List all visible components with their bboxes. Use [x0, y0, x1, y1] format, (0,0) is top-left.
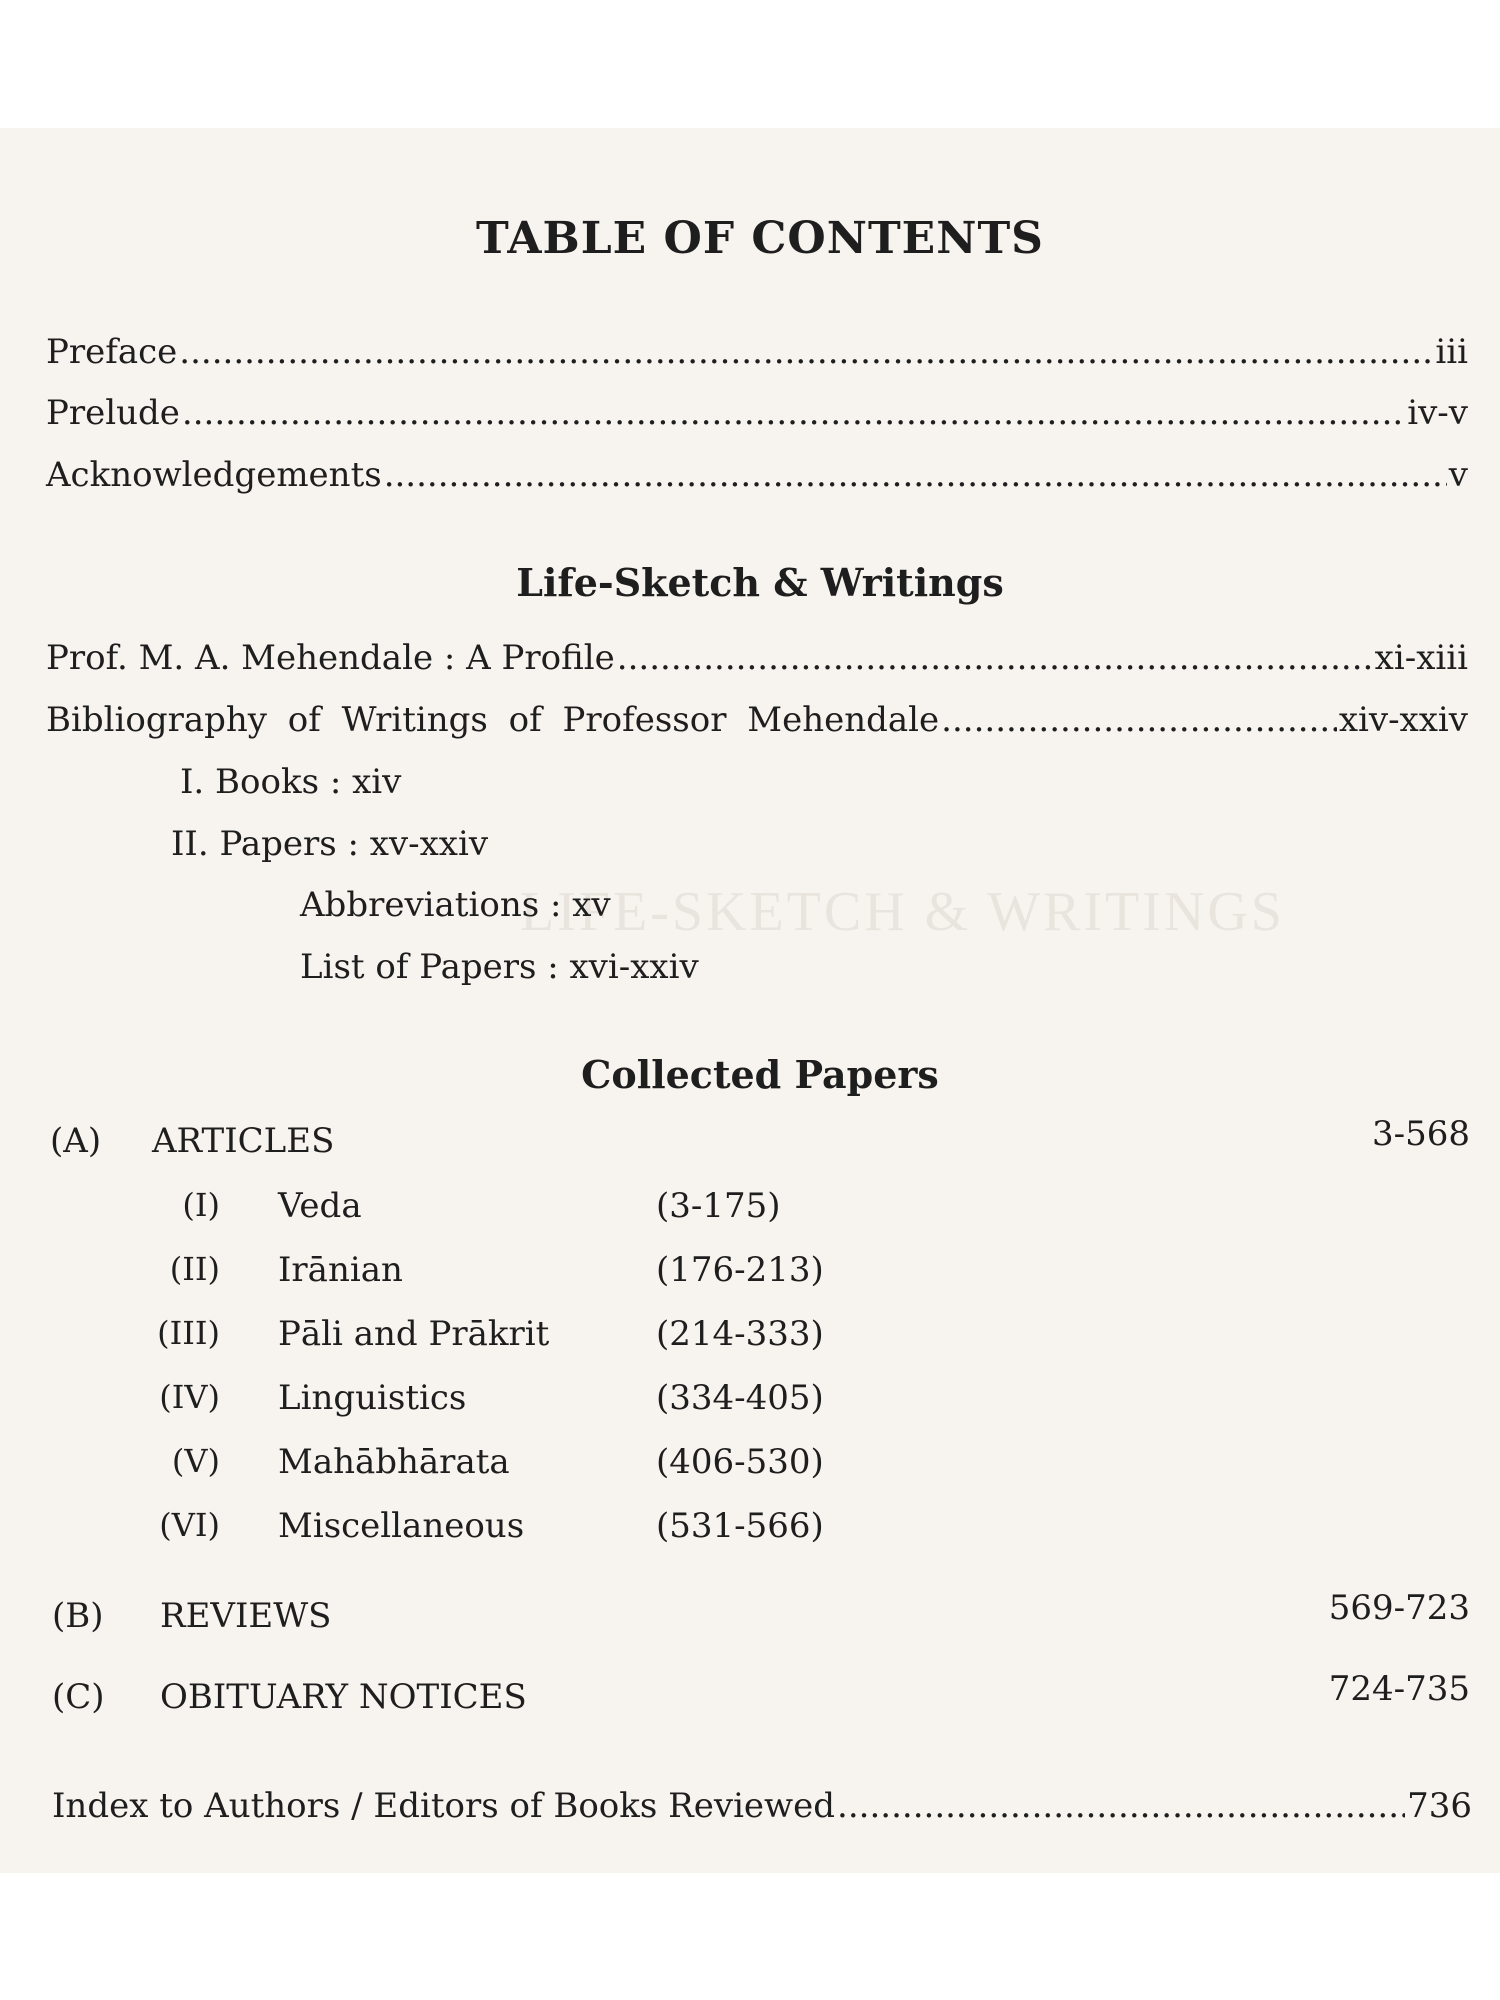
- toc-entry-bibliography: [46, 700, 1468, 740]
- section-title: Linguistics: [278, 1378, 467, 1418]
- reviews-label: REVIEWS: [160, 1596, 332, 1636]
- entry-pages: v: [1448, 455, 1468, 495]
- section-range: (176-213): [656, 1250, 824, 1290]
- toc-entry-preface: [46, 332, 1468, 372]
- article-section-row: [0, 1314, 1500, 1358]
- articles-marker: (A): [50, 1121, 102, 1161]
- dot-leader: [617, 638, 1373, 678]
- article-section-row: [0, 1186, 1500, 1230]
- section-title: Mahābhārata: [278, 1442, 510, 1482]
- section-title: Irānian: [278, 1250, 403, 1290]
- list-of-papers-entry: List of Papers : xvi-xxiv: [300, 947, 699, 987]
- toc-entry-index: [52, 1786, 1472, 1826]
- dot-leader: [384, 455, 1447, 495]
- articles-pages: 3-568: [1371, 1114, 1470, 1154]
- section-title: Miscellaneous: [278, 1506, 525, 1546]
- show-through-text: LIFE-SKETCH & WRITINGS: [520, 881, 1285, 943]
- entry-pages: 736: [1407, 1786, 1472, 1826]
- section-title: Veda: [278, 1186, 362, 1226]
- entry-pages: iv-v: [1407, 393, 1468, 433]
- obituary-label: OBITUARY NOTICES: [160, 1677, 527, 1717]
- dot-leader: [941, 700, 1337, 740]
- article-section-row: [0, 1250, 1500, 1294]
- section-number: (I): [182, 1186, 220, 1224]
- reviews-marker: (B): [52, 1596, 104, 1636]
- section-range: (3-175): [656, 1186, 781, 1226]
- section-number: (IV): [159, 1378, 220, 1416]
- entry-pages: xiv-xxiv: [1338, 700, 1468, 740]
- article-section-row: [0, 1442, 1500, 1486]
- dot-leader: [179, 332, 1433, 372]
- entry-pages: xi-xiii: [1374, 638, 1468, 678]
- section-range: (406-530): [656, 1442, 824, 1482]
- entry-label: Prelude: [46, 393, 180, 433]
- section-heading-collected-papers: Collected Papers: [581, 1052, 939, 1097]
- articles-label: ARTICLES: [152, 1121, 335, 1161]
- section-range: (214-333): [656, 1314, 824, 1354]
- entry-pages: iii: [1435, 332, 1468, 372]
- toc-entry-prelude: [46, 393, 1468, 433]
- reviews-pages: 569-723: [1328, 1588, 1470, 1628]
- article-section-row: [0, 1506, 1500, 1550]
- dot-leader: [837, 1786, 1405, 1826]
- obituary-pages: 724-735: [1328, 1669, 1470, 1709]
- dot-leader: [182, 393, 1405, 433]
- entry-label: Prof. M. A. Mehendale : A Profile: [46, 638, 615, 678]
- papers-entry: II. Papers : xv-xxiv: [171, 824, 489, 864]
- section-range: (531-566): [656, 1506, 824, 1546]
- books-entry: I. Books : xiv: [180, 762, 402, 802]
- section-title: Pāli and Prākrit: [278, 1314, 550, 1354]
- entry-label: Preface: [46, 332, 178, 372]
- abbreviations-entry: Abbreviations : xv: [300, 885, 611, 925]
- section-number: (V): [171, 1442, 220, 1480]
- obituary-marker: (C): [52, 1677, 105, 1717]
- entry-label: Index to Authors / Editors of Books Reviewed: [52, 1786, 836, 1826]
- entry-label: Bibliography of Writings of Professor Mehendale: [46, 700, 940, 740]
- toc-entry-profile: [46, 638, 1468, 678]
- section-number: (VI): [159, 1506, 220, 1544]
- section-number: (II): [169, 1250, 220, 1288]
- article-section-row: [0, 1378, 1500, 1422]
- toc-entry-acknowledgements: [46, 455, 1468, 495]
- entry-label: Acknowledgements: [46, 455, 382, 495]
- section-heading-life-sketch: Life-Sketch & Writings: [516, 560, 1004, 605]
- section-number: (III): [157, 1314, 220, 1352]
- page-title: TABLE OF CONTENTS: [476, 213, 1044, 264]
- section-range: (334-405): [656, 1378, 824, 1418]
